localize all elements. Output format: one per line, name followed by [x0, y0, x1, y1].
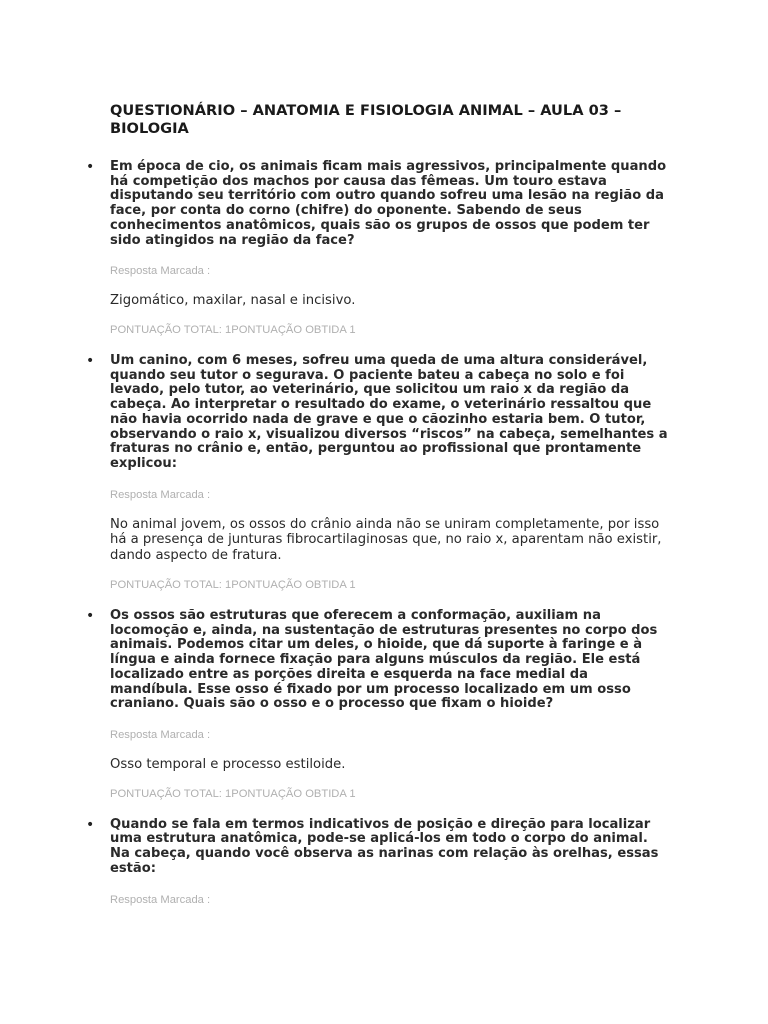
question-text: Um canino, com 6 meses, sofreu uma queda de uma altura considerável, quando seu tutor o segurava. O paciente bateu a cabeça no solo e foi levado, pelo tutor, ao veterinário, que solicitou um raio x da região da cabeça. Ao interpretar o resultado do exame, o veterinário ressaltou que não havia ocorrido nada de grave e que o cãozinho estaria bem. O tutor, observando o raio x, visualizou diversos “riscos” na cabeça, semelhantes a fraturas no crânio e, então, perguntou ao profissional que prontamente explicou: [110, 353, 668, 471]
page-title: QUESTIONÁRIO – ANATOMIA E FISIOLOGIA ANIMAL – AULA 03 – BIOLOGIA [110, 102, 622, 137]
question-item [86, 159, 670, 337]
answer-label: Resposta Marcada : [110, 728, 211, 741]
answer-text: Osso temporal e processo estiloide. [110, 756, 346, 772]
document-page [86, 102, 670, 907]
answer-label: Resposta Marcada : [110, 893, 211, 906]
question-text: Em época de cio, os animais ficam mais agressivos, principalmente quando há competição dos machos por causa das fêmeas. Um touro estava disputando seu território com outro quando sofreu uma lesão na região da face, por conta do corno (chifre) do oponente. Sabendo de seus conhecimentos anatômicos, quais são os grupos de ossos que podem ter sido atingidos na região da face? [110, 159, 667, 248]
answer-text: No animal jovem, os ossos do crânio ainda não se uniram completamente, por isso há a presença de junturas fibrocartilaginosas que, no raio x, aparentam não existir, dando aspecto de fratura. [110, 516, 662, 564]
question-text: Quando se fala em termos indicativos de posição e direção para localizar uma estrutura anatômica, pode-se aplicá-los em todo o corpo do animal. Na cabeça, quando você observa as narinas com relação às orelhas, essas estão: [110, 816, 659, 876]
bullet-icon: • [86, 608, 95, 625]
bullet-icon: • [86, 353, 95, 370]
question-item [86, 608, 670, 801]
question-text: Os ossos são estruturas que oferecem a conformação, auxiliam na locomoção e, ainda, na sustentação de estruturas presentes no corpo dos animais. Podemos citar um deles, o hioide, que dá suporte à faringe e à língua e ainda fornece fixação para alguns músculos da região. Ele está localizado entre as porções direita e esquerda na face medial da mandíbula. Esse osso é fixado por um processo localizado em um osso craniano. Quais são o osso e o processo que fixam o hioide? [110, 608, 658, 712]
bullet-icon: • [86, 159, 95, 175]
answer-label: Resposta Marcada : [110, 265, 211, 278]
question-item [86, 353, 670, 592]
score-line: PONTUAÇÃO TOTAL: 1PONTUAÇÃO OBTIDA 1 [110, 787, 356, 800]
answer-text: Zigomático, maxilar, nasal e incisivo. [110, 293, 356, 309]
score-line: PONTUAÇÃO TOTAL: 1PONTUAÇÃO OBTIDA 1 [110, 324, 356, 337]
score-line: PONTUAÇÃO TOTAL: 1PONTUAÇÃO OBTIDA 1 [110, 579, 356, 592]
answer-label: Resposta Marcada : [110, 488, 211, 501]
bullet-icon: • [86, 816, 95, 833]
question-item [86, 816, 670, 907]
